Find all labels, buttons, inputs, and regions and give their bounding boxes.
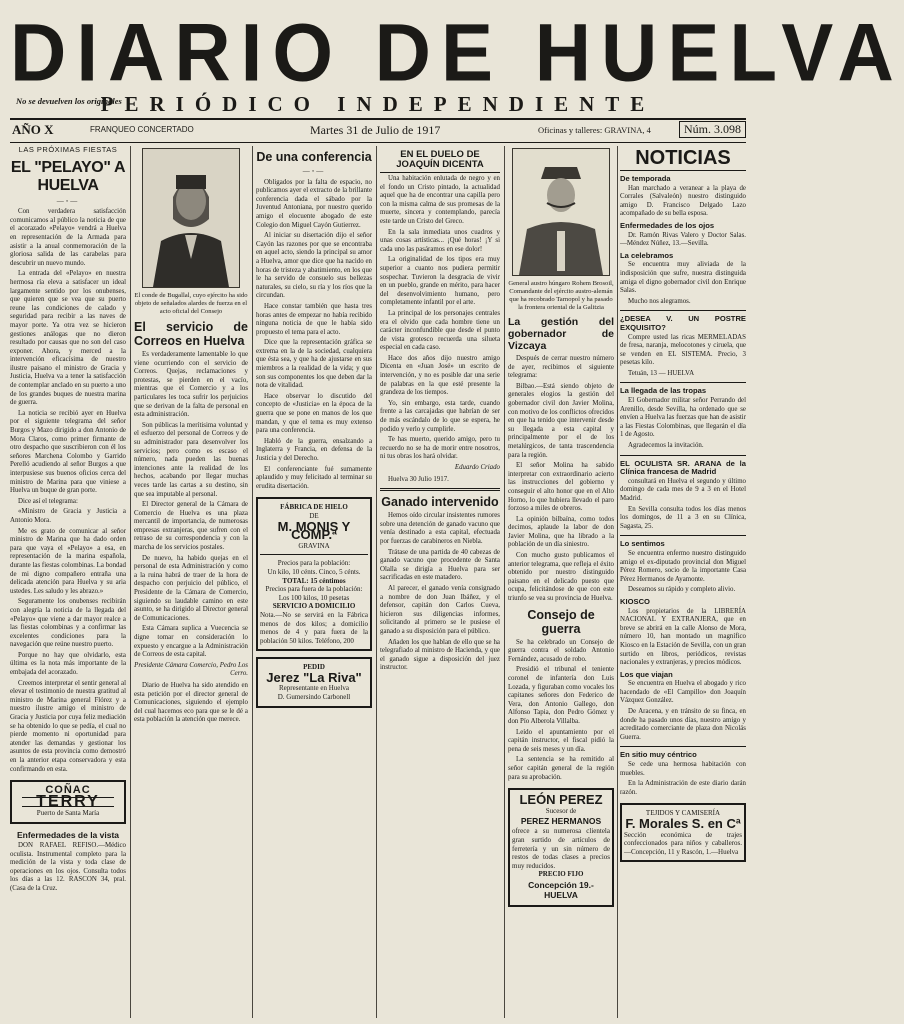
article-paragraph: Se ha celebrado un Consejo de guerra contra el soldado Antonio Fernández, acusado de robo. xyxy=(508,638,614,663)
column-6 xyxy=(620,146,746,1018)
notice-text: El Gobernador militar señor Perrando del Arenillo, desde Sevilla, ha ordenado que se envíen a Huelva las fuerzas que han de asistir a las Fiestas Colombinas, que llegarán el día 1 de Agosto. xyxy=(620,397,746,439)
ad-brand: COÑAC xyxy=(45,784,91,797)
column-divider xyxy=(504,146,505,1018)
notice-text: En la Administración de este diario darán razón. xyxy=(620,780,746,796)
masthead-slogan: No se devuelven los originales xyxy=(16,96,122,106)
article-paragraph: En la sala inmediata unos cuadros y unas cosas artísticas... ¡Qué horas! ¡Y si cada uno las pasáramos en ese dolor! xyxy=(380,228,500,253)
notice-text: Mucho nos alegramos. xyxy=(628,297,691,305)
article-signature: Presidente Cámara Comercio, Pedro Los Cerro. xyxy=(134,661,248,678)
issue-date: Martes 31 de Julio de 1917 xyxy=(310,123,441,137)
article-paragraph: Dice que la representación gráfica se extrema en la de la sociedad, cualquiera que ésta sea, y que ha de ajustarse en sus miembros a la realidad de la vida; y que son sus componentes los que deben dar la nota de vitalidad. xyxy=(256,339,372,390)
ad-line: Precios para la población: xyxy=(277,559,351,568)
article-dateline: Huelva 30 Julio 1917. xyxy=(388,475,449,483)
ad-line: D. Gumersindo Carbonell xyxy=(277,693,351,702)
ad-address: Concepción 19.-HUELVA xyxy=(528,879,594,900)
notice-heading: Lo sentimos xyxy=(620,539,665,549)
article-paragraph: Leído el apuntamiento por el capitán instructor, el fiscal pidió la pena de seis meses y un día. xyxy=(508,728,614,753)
ad-name: LEÓN PEREZ xyxy=(519,792,603,808)
portrait-image xyxy=(513,149,609,275)
notice-heading: Enfermedades de los ojos xyxy=(620,220,715,230)
notice-text: Compre usted las ricas MERMELADAS de fresa, naranja, melocotones y ciruela, que se venden en EL SISTEMA. Precio, 3 pesetas kilo. xyxy=(620,333,746,367)
info-bar xyxy=(10,118,746,143)
ad-line: TOTAL: 15 céntimos xyxy=(282,576,346,585)
ad-address: GRAVINA xyxy=(298,541,330,550)
article-paragraph: Dice así el telegrama: xyxy=(18,497,78,505)
notice-text: Los propietarios de la LIBRERÍA NACIONAL Y EXTRANJERA, que en breve se abrirá en la calle Alonso de Mora, número 10, han montado un magnífico Kiosco en la Estación de Sevilla, con un gran surtido en libros, periódicos, revistas nacionales y extranjeras, y precios módicos. xyxy=(620,607,746,667)
article-paragraph: Esta Cámara suplica a Vuecencia se digne tomar en consideración lo expuesto y encargue a la Administración de Correos de esta capital. xyxy=(134,625,248,659)
notice-heading: La celebramos xyxy=(620,250,674,260)
column-1 xyxy=(10,146,126,1018)
ornament-divider: —◦— xyxy=(302,167,326,175)
article-paragraph: La opinión bilbaína, como todos decimos, aplaude la labor de don Javier Molina, que ha librado a la población de un día siniestro. xyxy=(508,515,614,549)
portrait-photo xyxy=(142,148,240,288)
ad-text: Sección económica de trajes confeccionados para niños y caballeros.—Concepción, 11 y Rascón, 1.—Huelva xyxy=(624,830,742,856)
column-3 xyxy=(256,146,372,1018)
article-paragraph: Hace dos años dijo nuestro amigo Dicenta en «Juan José» un escrito de intervención, y no es posible dar una serie de palabras en la que esté presente la grandeza de los tiempos. xyxy=(380,354,500,397)
article-signature: Eduardo Criado xyxy=(454,464,500,471)
notice-text: Deseamos su rápido y completo alivio. xyxy=(628,586,736,594)
ad-successor: Sucesor de xyxy=(545,806,577,815)
article-paragraph: Me es grato de comunicar al señor ministro de Marina que ha dado orden para que vaya el «Pelayo» a esa, en representación de la marina española, durante las fiestas colombinas. La bondad de mi digno compañero entraña una delicada atención para Huelva y su aria ustedes. Les saludo y les abrazo.» xyxy=(10,527,126,595)
article-headline: EN EL DUELO DE JOAQUÍN DICENTA xyxy=(380,150,500,173)
article-kicker: LAS PRÓXIMAS FIESTAS xyxy=(18,145,118,154)
article-headline: El servicio de Correos en Huelva xyxy=(134,320,248,348)
column-divider xyxy=(617,146,618,1018)
masthead xyxy=(10,5,904,120)
article-paragraph: La entrada del «Pelayo» en nuestra hermosa ría eleva a satisfacer un ideal largamente sentido por los onubenses, que quieren que se vea que su puerto reune las condiciones de calado y seguridad para recibir a las naves de mayor porte. Ya otra vez se hicieron gestiones análogas que no dieron resultado por causas que no son del caso exponer. Ahora, y merced a la intervención eficacísima de nuestro ilustre paisano el ministro de Gracia y Justicia, Huelva va a tener la satisfacción de contemplar anclado en su puerto a uno de los grandes buques de nuestra marina de guerra. xyxy=(10,270,126,407)
article-paragraph: Hace constar también que hasta tres horas antes de empezar no había recibido ninguna noticia de que le había sido propuesto el tema para el acto. xyxy=(256,302,372,336)
notice-text: Tetuán, 13 — HUELVA xyxy=(628,369,695,377)
portrait-photo xyxy=(512,148,610,276)
column-2 xyxy=(134,146,248,1018)
ad-de: DE xyxy=(309,511,319,520)
article-paragraph: Yo, sin embargo, esta tarde, cuando frente a las carcajadas que habrían de ser de más escándalo de lo que se espera, he podido y verlo y cumplirle. xyxy=(380,399,500,433)
article-paragraph: Hace observar lo discutido del concepto de «Justicia» en la época de la guerra que se pone en manos de los que mandan, y que el tema es muy extenso para una conferencia. xyxy=(256,392,372,435)
article-paragraph: Seguramente los onubenses recibirán con alegría la noticia de la llegada del «Pelayo» que viene a dar mayor realce a las fiestas colombinas y a confirmar las excelentes condiciones para la navegación que reúne nuestro puerto. xyxy=(10,598,126,649)
article-paragraph: DON RAFAEL REFISO.—Médico oculista. Instrumental completo para la medición de la vista y toda clase de operaciones en los ojos. Consulta todos los días a las 12. RASCON 34, pral. (Casa de la Cruz. xyxy=(10,841,126,892)
article-paragraph: Porque no hay que olvidarlo, esta última es la nota más importante de la embajada del acorazado. xyxy=(10,651,126,677)
notice-text: Han marchado a veranear a la playa de Corrales (Salvaleón) nuestro distinguido amigo D. Francisco Delgado Lazo acompañado de su bella esposa. xyxy=(620,184,746,218)
article-headline: La gestión del gobernador de Vizcaya xyxy=(508,316,614,352)
article-paragraph: Trátase de una partida de 40 cabezas de ganado vacuno que procedente de Santa Olalla se dirigía a Huelva para ser sacrificadas en este matadero. xyxy=(380,548,500,582)
ad-name: Jerez "La Riva" xyxy=(266,669,362,685)
notice-text: Se encuentra enfermo nuestro distinguido amigo el ex-diputado provincial don Miguel Pérez Romero, socio de la importante Casa Pérez Hermanos de Ayamonte. xyxy=(620,549,746,583)
article-paragraph: Presidió el tribunal el teniente coronel de infantería don Luis Lozada, y figuraban como vocales los capitanes señores don Federico de Vera, don Antonio Gallego, don Alfonso Tapia, don Pedro Gómez y don Pío Alberola Villalba. xyxy=(508,666,614,725)
ad-line: SERVICIO A DOMICILIO xyxy=(272,602,356,611)
article-headline: EL "PELAYO" A HUELVA xyxy=(10,158,126,194)
ice-factory-ad xyxy=(256,497,372,651)
leon-perez-ad xyxy=(508,788,614,907)
article-paragraph: «Ministro de Gracia y Justicia a Antonio Mora. xyxy=(10,508,126,524)
jerez-ad xyxy=(256,657,372,707)
terry-ad xyxy=(10,780,126,824)
newspaper-title: DIARIO DE HUELVA xyxy=(10,5,904,99)
ad-line: Un kilo, 10 cénts. Cinco, 5 cénts. xyxy=(267,567,361,576)
ad-top: TEJIDOS Y CAMISERÍA xyxy=(645,809,721,818)
notice-text: Agradecemos la invitación. xyxy=(628,442,704,450)
article-paragraph: Con verdadera satisfacción comunicamos al público la noticia de que el acorazado «Pelayo» vendrá a Huelva en representación de la Armada para asistir a la anual conmemoración de la gloriosa salida de las carabelas para descubrir un nuevo mundo. xyxy=(10,208,126,267)
ad-name: TERRY xyxy=(22,797,114,808)
article-paragraph: De nuevo, ha habido quejas en el personal de esta Administración y como a la ruina habrá de traer de la hora de despacho con perjuicio del público, el Presidente de la Cámara de Comercio, siguiendo su laudable camino en este asunto, se ha dirigido al Director general de Comunicaciones. xyxy=(134,554,248,622)
column-5 xyxy=(508,146,614,1018)
notice-text: Se encuentra en Huelva el abogado y rico hacendado de «El Campillo» don Joaquín Vázquez González. xyxy=(620,680,746,705)
column-divider xyxy=(252,146,253,1018)
notice-heading: Los que viajan xyxy=(620,669,673,679)
article-paragraph: La originalidad de los tipos era muy superior a cuanto nos pudiera permitir sospechar. Tuvieron la desgracia de vivir en un pueblo, grande en mérito, para hacer del desenvolvimiento humano, pero completamente infantil por el arte. xyxy=(380,256,500,307)
article-paragraph: Habló de la guerra, ensalzando a Inglaterra y Francia, en defensa de la Justicia y del Derecho. xyxy=(256,437,372,462)
column-divider xyxy=(376,146,377,1018)
office-address: Oficinas y talleres: GRAVINA, 4 xyxy=(538,125,651,135)
article-paragraph: Con mucho gusto publicamos el anterior telegrama, que refleja el éxito obtenido por nuestro distinguido paisano en el delicado puesto que ocupa, felicitándose de que con este triunfo se vea su provincia de Huelva. xyxy=(508,552,614,603)
column-divider xyxy=(130,146,131,1018)
notice-heading: En sitio muy céntrico xyxy=(620,750,697,760)
article-paragraph: Te has muerto, querido amigo, pero tu recuerdo no se ha de morir entre nosotros, ni tus obras los hará olvidar. xyxy=(380,436,500,461)
article-paragraph: Añaden los que hablan de ello que se ha telegrafiado al ministro de Hacienda, y que el ganado sigue a disposición del juez instructor. xyxy=(380,638,500,672)
article-paragraph: Son públicas la merítisima voluntad y el esfuerzo del personal de Correos y de su administrador para desenvolver los servicios; pero como es escaso el número, nada pueden las buenas intenciones ante la realidad de los hechos, acabando por llegar muchas veces tarde las cartas a su destino, sin que sea imputable al personal. xyxy=(134,421,248,498)
ad-line: Los 100 kilos, 10 pesetas xyxy=(278,593,350,602)
photo-caption: General austro húngaro Rohem Brosoil, Comandante del ejército austro-alemán que ha recobrado Tarnopol y ha pasado la frontera oriental de la Galitzia xyxy=(508,280,614,311)
notice-text: De Aracena, y en tránsito de su finca, en donde ha pasado unos días, nuestro amigo y acreditado comerciante de plaza don Nicolás Guerra. xyxy=(620,708,746,741)
notice-heading: De temporada xyxy=(620,174,671,183)
notice-heading: La llegada de las tropas xyxy=(620,386,707,396)
ad-name: M. MONIS Y COMP.ª xyxy=(277,518,351,543)
notice-text: Dr. Ramón Rivas Valero y Doctor Salas.—Méndez Núñez, 13.—Sevilla. xyxy=(620,231,746,248)
notice-text: Se encuentra muy aliviada de la indisposición que sufre, nuestra distinguida amiga el digno gobernador civil don Enrique Salas. xyxy=(620,261,746,295)
section-heading: Enfermedades de la vista xyxy=(16,829,120,840)
article-paragraph: Creemos interpretar el sentir general al elevar el testimonio de nuestra gratitud al ministro de Marina general Flórez y a nuestro ilustre amigo el ministro de Gracia y Justicia por cuya feliz mediación se ha obtenido lo que se pedía, el cual no pierde momento ni oportunidad para atender las demandas y gestionar los asuntos de esta provincia como demostró en la anterior etapa conservadora y esta confirmando en esta. xyxy=(10,679,126,773)
ad-price: PRECIO FIJO xyxy=(538,870,584,879)
section-title: NOTICIAS xyxy=(620,146,746,171)
article-headline: Ganado intervenido xyxy=(381,495,499,510)
ad-text: ofrece a su numerosa clientela gran surtido de artículos de ferretería y un sin número de restos de todas clases a precios muy reducidos. xyxy=(512,827,610,870)
article-paragraph: Después de cerrar nuestro número de ayer, recibimos el siguiente telegrama: xyxy=(508,355,614,380)
article-paragraph: El conferenciante fué sumamente aplaudido y muy felicitado al terminar su erudita disertación. xyxy=(256,465,372,490)
notice-heading: ¿DESEA V. UN POSTRE EXQUISITO? xyxy=(620,314,746,332)
photo-caption: El conde de Bugallal, cuyo ejército ha sido objeto de señalados alardes de fuerza en el acto oficial del Consejo xyxy=(134,292,248,315)
ad-name: F. Morales S. en Cª xyxy=(625,816,741,831)
article-headline: De una conferencia xyxy=(256,150,372,164)
issue-number: Núm. 3.098 xyxy=(679,121,746,138)
newspaper-subtitle: PERIÓDICO INDEPENDIENTE xyxy=(100,92,656,116)
article-paragraph: El señor Molina ha sabido interpretar con extraordinario acierto las instrucciones del gobierno y conseguir el alto honor que en el Alto Horno, lo que hubiera llevado el paro forzoso a miles de obreros. xyxy=(508,462,614,513)
article-paragraph: Bilbao.—Está siendo objeto de generales elogios la gestión del gobernador civil don Javier Molina, con motivo de los conflictos ofrecidos en que ha tenido que intervenir desde su llegada a esta capital y principalmente por el de los metalúrgicos, de tanta trascendencia para la región. xyxy=(508,382,614,459)
postage-label: FRANQUEO CONCERTADO xyxy=(90,125,194,134)
column-4 xyxy=(380,146,500,1018)
morales-ad xyxy=(620,803,746,862)
notice-heading: KIOSCO xyxy=(620,596,650,606)
article-paragraph: El Director general de la Cámara de Comercio de Huelva es una plaza mercantil de importancia, de numerosas empresas extranjeras, que sufren con el retraso de su correspondencia y con la marcha de los servicios postales. xyxy=(134,501,248,552)
year-label: AÑO X xyxy=(12,122,54,137)
ornament-divider: —◦— xyxy=(56,196,80,205)
ad-firm: PEREZ HERMANOS xyxy=(520,816,602,827)
notice-text: En Sevilla consulta todos los días menos los domingos, de 11 a 3 en su Clínica, Sagasta, 25. xyxy=(620,505,746,530)
ad-place: Puerto de Santa María xyxy=(36,809,100,818)
article-paragraph: Al iniciar su disertación dijo el señor Cayón las razones por que se encontraba en aquel acto, siendo la principal su amor a Huelva, amor que dice que ha nacido en horas de tristeza y abatimiento, en los que le ha servido de consuelo sus bellezas naturales, su cielo, su ría y los ríos que la circundan. xyxy=(256,232,372,300)
ad-top: PEDID xyxy=(303,663,325,672)
article-paragraph: Diario de Huelva ha sido atendido en esta petición por el director general de Comunicaciones, siguiendo el ejemplo del cual hacemos eco para que se le dé a esta población la atención que merece. xyxy=(134,681,248,724)
ad-line: Representante en Huelva xyxy=(279,684,349,693)
article-paragraph: Obligados por la falta de espacio, no publicamos ayer el extracto de la brillante conferencia dada el sábado por la Juventud Antoniana, por nuestro querido amigo el elocuente abogado de este Colegio don Miguel Cayón Gutierrez. xyxy=(256,178,372,229)
article-paragraph: La noticia se recibió ayer en Huelva por el siguiente telegrama del señor Burgos y Mazo dirigido a don Antonio de Mora Claros, como primer firmante de otro despacho que suscribieron con él los señores Marchena Colombo y Garrido Perelló acudiendo al señor Burgos a que interpusiese sus buenos oficios cerca del ministro de Marina para que viniese a Huelva un buque de gran porte. xyxy=(10,409,126,495)
article-paragraph: Es verdaderamente lamentable lo que viene ocurriendo con el servicio de Correos. Quejas, reclamaciones y protestas, se pierden en el vacío, mientras que el Comercio y a los particulares les toca sufrir los perjuicios que se derivan de la falta de personal en esta administración. xyxy=(134,351,248,419)
notice-text: consultará en Huelva el segundo y último domingo de cada mes de 9 a 3 en el Hotel Madrid. xyxy=(620,477,746,502)
article-paragraph: La principal de los personajes centrales era el olvido que cada hombre tiene un carácter inconfundible que desde el punto de vista grotesco recuerda una silueta especial en cada caso. xyxy=(380,309,500,352)
ad-title: FÁBRICA DE HIELO xyxy=(280,503,348,512)
article-paragraph: Al parecer, el ganado venía consignado a nombre de don Juan Ibáñez, y el defensor, capitán don Carlos Cueva, hicieron sus diligencias informes, solicitando al primero se le pusiese el ganado a su disposición para el público. xyxy=(380,584,500,635)
article-paragraph: La sentencia se ha remitido al señor capitán general de la región para su aprobación. xyxy=(508,756,614,781)
ad-line: Precios para fuera de la población: xyxy=(265,585,363,594)
notice-text: Se cede una hermosa habitación con muebles. xyxy=(620,761,746,777)
article-paragraph: Hemos oído circular insistentes rumores sobre una detención de ganado vacuno que venía destinado a esta capital, efectuada por fuerzas de carabineros en Niebla. xyxy=(380,512,500,545)
article-paragraph: Una habitación enlutada de negro y en el fondo un Cristo pintado, la actualidad aquel que ha de encontrar una capilla pero con la misma calma de sus promesas de la muerte, sincera y contemplando, parecía este tarde un Cristo del Greco. xyxy=(380,175,500,225)
ad-line: Nota.—No se servirá en la Fábrica menos de dos kilos; a domicilio menos de 4 y para fuera de la población 50 kilos. Teléfono, 200 xyxy=(260,610,368,645)
portrait-image xyxy=(143,149,239,287)
notice-heading: EL OCULISTA SR. ARANA de la Clínica francesa de Madrid xyxy=(620,458,746,477)
article-headline: Consejo de guerra xyxy=(527,607,595,636)
